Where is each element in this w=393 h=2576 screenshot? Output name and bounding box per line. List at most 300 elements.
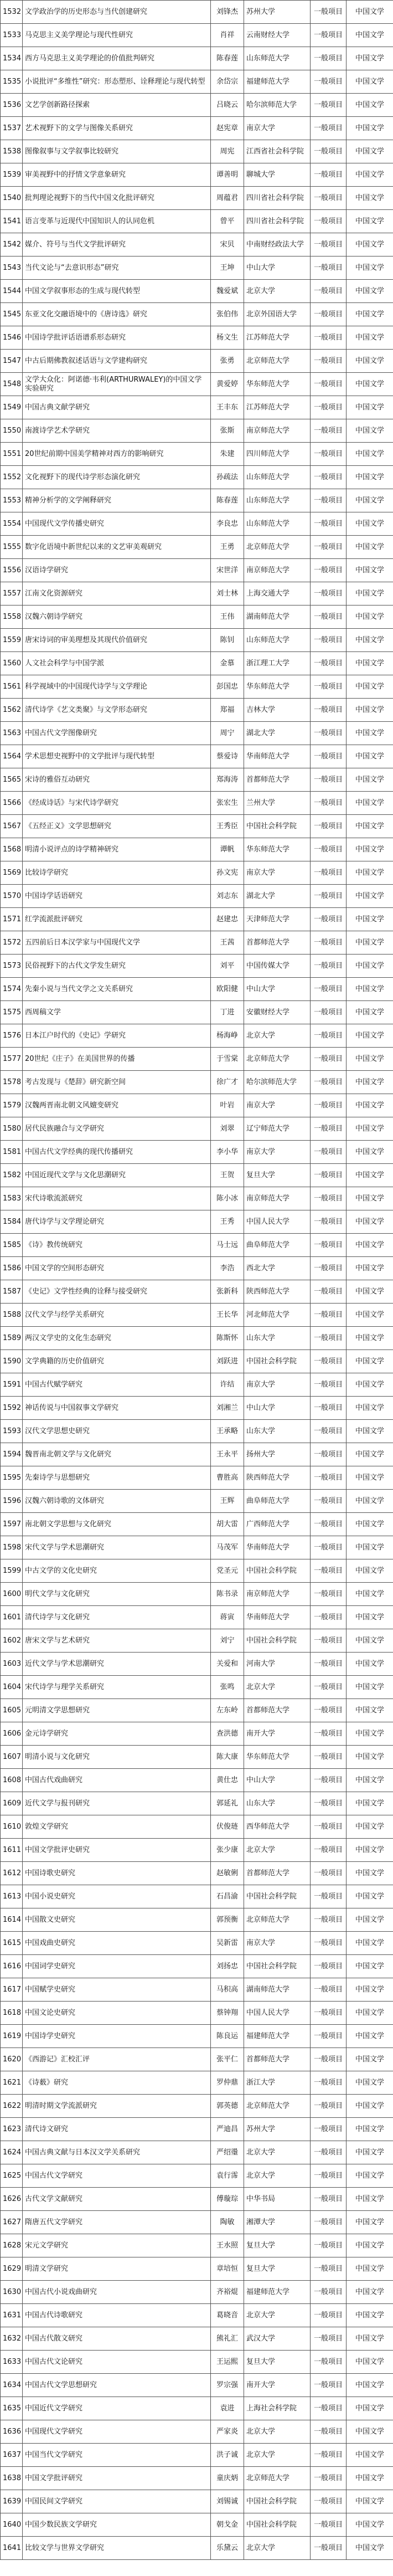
principal-investigator: 吕晓云: [211, 94, 244, 117]
project-category: 一般项目: [311, 2025, 347, 2048]
project-category: 一般项目: [311, 2188, 347, 2211]
table-row: [1, 1001, 393, 1024]
table-row: [1, 2188, 393, 2211]
institution: 湖南师范大学: [244, 605, 311, 629]
discipline: 中国文学: [347, 559, 393, 582]
project-category: 一般项目: [311, 256, 347, 280]
table-row: [1, 2513, 393, 2537]
project-title: 先秦诗学与思想研究: [23, 1466, 211, 1490]
institution: 浙江理工大学: [244, 652, 311, 675]
institution: 复旦大学: [244, 2234, 311, 2257]
institution: 西华师范大学: [244, 1815, 311, 1839]
discipline: 中国文学: [347, 652, 393, 675]
table-row: [1, 1094, 393, 1117]
table-row: [1, 1164, 393, 1187]
row-number: 1638: [1, 2467, 23, 2490]
project-category: 一般项目: [311, 2257, 347, 2281]
institution: 南京师范大学: [244, 419, 311, 443]
discipline: 中国文学: [347, 2071, 393, 2095]
project-category: 一般项目: [311, 2537, 347, 2560]
discipline: 中国文学: [347, 2327, 393, 2351]
institution: 扬州大学: [244, 1443, 311, 1466]
table-row: [1, 1699, 393, 1722]
table-row: [1, 47, 393, 70]
principal-investigator: 严迪昌: [211, 2118, 244, 2141]
table-row: [1, 2048, 393, 2071]
project-title: 宋诗的雅俗互动研究: [23, 768, 211, 792]
principal-investigator: 赵宪章: [211, 117, 244, 140]
table-row: [1, 1559, 393, 1583]
row-number: 1583: [1, 1187, 23, 1210]
project-title: 清代诗文研究: [23, 2118, 211, 2141]
principal-investigator: 曹胜高: [211, 1466, 244, 1490]
institution: 江苏师范大学: [244, 326, 311, 350]
project-title: 隋唐五代文学研究: [23, 2211, 211, 2234]
project-title: 中国小说史研究: [23, 1885, 211, 1908]
institution: 中国社会科学院: [244, 815, 311, 838]
project-title: 魏晋南北朝文学与文化研究: [23, 1443, 211, 1466]
principal-investigator: 肖祥: [211, 24, 244, 47]
principal-investigator: 马士远: [211, 1234, 244, 1257]
principal-investigator: 王辉: [211, 1490, 244, 1513]
project-title: 明清文学研究: [23, 2257, 211, 2281]
discipline: 中国文学: [347, 1094, 393, 1117]
row-number: 1620: [1, 2048, 23, 2071]
institution: 江苏师范大学: [244, 396, 311, 419]
row-number: 1614: [1, 1908, 23, 1932]
project-title: 宋元文学研究: [23, 2234, 211, 2257]
row-number: 1616: [1, 1955, 23, 1978]
table-row: [1, 605, 393, 629]
table-row: [1, 2257, 393, 2281]
table-row: [1, 396, 393, 419]
discipline: 中国文学: [347, 1443, 393, 1466]
table-row: [1, 1792, 393, 1815]
principal-investigator: 张鸣: [211, 1676, 244, 1699]
table-row: [1, 1955, 393, 1978]
table-row: [1, 163, 393, 187]
discipline: 中国文学: [347, 582, 393, 605]
project-title: 20世纪前期中国美学精神对西方的影响研究: [23, 443, 211, 466]
project-category: 一般项目: [311, 2351, 347, 2374]
discipline: 中国文学: [347, 2537, 393, 2560]
project-rows: [1, 1, 393, 2560]
discipline: 中国文学: [347, 745, 393, 768]
institution: 山东师范大学: [244, 512, 311, 536]
project-category: 一般项目: [311, 303, 347, 326]
project-title: 清代诗学《艺文类聚》与文学形态研究: [23, 699, 211, 722]
institution: 山东师范大学: [244, 466, 311, 489]
row-number: 1631: [1, 2304, 23, 2327]
table-row: [1, 1513, 393, 1536]
institution: 陕西师范大学: [244, 1280, 311, 1304]
principal-investigator: 朝戈金: [211, 2513, 244, 2537]
table-row: [1, 2211, 393, 2234]
project-title: 中国古典文献与日本汉文学关系研究: [23, 2141, 211, 2164]
discipline: 中国文学: [347, 2188, 393, 2211]
principal-investigator: 严绍璗: [211, 2141, 244, 2164]
project-category: 一般项目: [311, 2141, 347, 2164]
project-title: 东亚文化交融语境中的《唐诗选》研究: [23, 303, 211, 326]
discipline: 中国文学: [347, 466, 393, 489]
principal-investigator: 张斯: [211, 419, 244, 443]
institution: 北京大学: [244, 1024, 311, 1048]
project-category: 一般项目: [311, 1443, 347, 1466]
institution: 湖南师范大学: [244, 1978, 311, 2002]
row-number: 1625: [1, 2164, 23, 2188]
project-category: 一般项目: [311, 489, 347, 512]
discipline: 中国文学: [347, 1, 393, 24]
project-category: 一般项目: [311, 1653, 347, 1676]
institution: 北京大学: [244, 2444, 311, 2467]
project-title: 中国近代文学研究: [23, 2397, 211, 2420]
project-category: 一般项目: [311, 1908, 347, 1932]
discipline: 中国文学: [347, 815, 393, 838]
row-number: 1556: [1, 559, 23, 582]
principal-investigator: 伏俊琏: [211, 1815, 244, 1839]
row-number: 1572: [1, 931, 23, 955]
institution: 南开大学: [244, 1722, 311, 1746]
discipline: 中国文学: [347, 1932, 393, 1955]
table-row: [1, 350, 393, 373]
institution: 首都师范大学: [244, 1699, 311, 1722]
principal-investigator: 朱建: [211, 443, 244, 466]
discipline: 中国文学: [347, 2281, 393, 2304]
table-row: [1, 117, 393, 140]
discipline: 中国文学: [347, 1420, 393, 1443]
discipline: 中国文学: [347, 2002, 393, 2025]
project-title: 宋代诗歌流派研究: [23, 1187, 211, 1210]
project-title: 《史记》文学性经典的诠释与接受研究: [23, 1280, 211, 1304]
table-row: [1, 1024, 393, 1048]
principal-investigator: 王伟: [211, 605, 244, 629]
institution: 哈尔滨师范大学: [244, 1071, 311, 1094]
project-category: 一般项目: [311, 1769, 347, 1792]
project-title: 批判理论视野下的当代中国文化批评研究: [23, 187, 211, 210]
row-number: 1603: [1, 1653, 23, 1676]
row-number: 1637: [1, 2444, 23, 2467]
institution: 山东师范大学: [244, 629, 311, 652]
project-category: 一般项目: [311, 1164, 347, 1187]
row-number: 1561: [1, 675, 23, 699]
discipline: 中国文学: [347, 1676, 393, 1699]
institution: 南京师范大学: [244, 1583, 311, 1606]
institution: 河南大学: [244, 1653, 311, 1676]
institution: 中山大学: [244, 978, 311, 1001]
row-number: 1589: [1, 1327, 23, 1350]
institution: 浙江大学: [244, 2071, 311, 2095]
project-category: 一般项目: [311, 1280, 347, 1304]
discipline: 中国文学: [347, 163, 393, 187]
project-category: 一般项目: [311, 1234, 347, 1257]
principal-investigator: 郑海涛: [211, 768, 244, 792]
project-category: 一般项目: [311, 978, 347, 1001]
institution: 中国传媒大学: [244, 955, 311, 978]
row-number: 1566: [1, 792, 23, 815]
principal-investigator: 欧阳健: [211, 978, 244, 1001]
table-row: [1, 722, 393, 745]
table-row: [1, 838, 393, 861]
institution: 北京大学: [244, 1676, 311, 1699]
table-row: [1, 256, 393, 280]
row-number: 1588: [1, 1304, 23, 1327]
table-row: [1, 792, 393, 815]
project-category: 一般项目: [311, 1699, 347, 1722]
project-title: 中国古代文学图像研究: [23, 722, 211, 745]
project-category: 一般项目: [311, 1513, 347, 1536]
table-row: [1, 1, 393, 24]
principal-investigator: 张宏生: [211, 792, 244, 815]
row-number: 1581: [1, 1141, 23, 1164]
principal-investigator: 关爱和: [211, 1653, 244, 1676]
institution: 中华书局: [244, 2188, 311, 2211]
project-category: 一般项目: [311, 629, 347, 652]
project-category: 一般项目: [311, 1792, 347, 1815]
table-row: [1, 908, 393, 931]
principal-investigator: 魏爱斌: [211, 280, 244, 303]
row-number: 1607: [1, 1746, 23, 1769]
table-row: [1, 1536, 393, 1559]
project-category: 一般项目: [311, 699, 347, 722]
institution: 北京大学: [244, 2420, 311, 2444]
row-number: 1595: [1, 1466, 23, 1490]
row-number: 1622: [1, 2095, 23, 2118]
principal-investigator: 刘平: [211, 955, 244, 978]
project-title: 中国古代文学经典的现代传播研究: [23, 1141, 211, 1164]
row-number: 1549: [1, 396, 23, 419]
project-title: 精神分析学的文学阐释研究: [23, 489, 211, 512]
table-row: [1, 2164, 393, 2188]
table-row: [1, 1908, 393, 1932]
principal-investigator: 王运熙: [211, 2351, 244, 2374]
project-title: 五四前后日本汉学家与中国现代文学: [23, 931, 211, 955]
institution: 首都师范大学: [244, 768, 311, 792]
institution: 首都师范大学: [244, 1862, 311, 1885]
discipline: 中国文学: [347, 1397, 393, 1420]
project-category: 一般项目: [311, 768, 347, 792]
project-category: 一般项目: [311, 885, 347, 908]
principal-investigator: 童庆炳: [211, 2467, 244, 2490]
institution: 中南财经政法大学: [244, 233, 311, 256]
row-number: 1537: [1, 117, 23, 140]
project-category: 一般项目: [311, 582, 347, 605]
principal-investigator: 傅璇琮: [211, 2188, 244, 2211]
discipline: 中国文学: [347, 885, 393, 908]
project-category: 一般项目: [311, 1583, 347, 1606]
row-number: 1639: [1, 2490, 23, 2513]
row-number: 1628: [1, 2234, 23, 2257]
project-title: 中国文学批评研究: [23, 2467, 211, 2490]
principal-investigator: 刘扬忠: [211, 1955, 244, 1978]
project-title: 中国赋学史研究: [23, 1978, 211, 2002]
project-category: 一般项目: [311, 443, 347, 466]
institution: 中国社会科学院: [244, 2490, 311, 2513]
principal-investigator: 严家炎: [211, 2420, 244, 2444]
institution: 北京大学: [244, 2141, 311, 2164]
project-category: 一般项目: [311, 1048, 347, 1071]
project-title: 金元诗学研究: [23, 1722, 211, 1746]
discipline: 中国文学: [347, 1583, 393, 1606]
row-number: 1542: [1, 233, 23, 256]
table-row: [1, 1746, 393, 1769]
project-title: 《经成诗话》与宋代诗学研究: [23, 792, 211, 815]
discipline: 中国文学: [347, 1024, 393, 1048]
principal-investigator: 刘锡诚: [211, 2490, 244, 2513]
principal-investigator: 罗宗强: [211, 2374, 244, 2397]
principal-investigator: 陈斯怀: [211, 1327, 244, 1350]
institution: 山东师范大学: [244, 489, 311, 512]
principal-investigator: 叶岩: [211, 1094, 244, 1117]
project-category: 一般项目: [311, 1490, 347, 1513]
row-number: 1593: [1, 1420, 23, 1443]
discipline: 中国文学: [347, 722, 393, 745]
row-number: 1554: [1, 512, 23, 536]
discipline: 中国文学: [347, 117, 393, 140]
institution: 南京大学: [244, 1932, 311, 1955]
project-title: 数字化语境中新世纪以来的文艺审美观研究: [23, 536, 211, 559]
discipline: 中国文学: [347, 1722, 393, 1746]
project-title: 中国近现代文学与文化思潮研究: [23, 1164, 211, 1187]
project-category: 一般项目: [311, 2304, 347, 2327]
principal-investigator: 刘志东: [211, 885, 244, 908]
institution: 广西师范大学: [244, 1513, 311, 1536]
project-category: 一般项目: [311, 2164, 347, 2188]
discipline: 中国文学: [347, 1350, 393, 1373]
principal-investigator: 陈春莲: [211, 489, 244, 512]
project-title: 中国古代诗歌研究: [23, 2304, 211, 2327]
table-row: [1, 1280, 393, 1304]
project-title: 明清小说评点的诗学精神研究: [23, 838, 211, 861]
table-row: [1, 1932, 393, 1955]
project-category: 一般项目: [311, 2281, 347, 2304]
project-title: 中国古典文献学研究: [23, 396, 211, 419]
discipline: 中国文学: [347, 419, 393, 443]
institution: 南京师范大学: [244, 559, 311, 582]
row-number: 1550: [1, 419, 23, 443]
row-number: 1541: [1, 210, 23, 233]
table-row: [1, 1304, 393, 1327]
table-row: [1, 2002, 393, 2025]
row-number: 1633: [1, 2351, 23, 2374]
institution: 上海社会科学院: [244, 2397, 311, 2420]
project-title: 中国古代文学研究: [23, 2164, 211, 2188]
principal-investigator: 宋贝: [211, 233, 244, 256]
project-title: 唐宋文学与艺术研究: [23, 1629, 211, 1653]
row-number: 1569: [1, 861, 23, 885]
project-title: 民俗视野下的古代文学发生研究: [23, 955, 211, 978]
row-number: 1543: [1, 256, 23, 280]
principal-investigator: 赵敏俐: [211, 1862, 244, 1885]
table-row: [1, 2420, 393, 2444]
project-category: 一般项目: [311, 1606, 347, 1629]
institution: 北京师范大学: [244, 2095, 311, 2118]
discipline: 中国文学: [347, 1815, 393, 1839]
row-number: 1563: [1, 722, 23, 745]
table-row: [1, 489, 393, 512]
institution: 复旦大学: [244, 1164, 311, 1187]
project-category: 一般项目: [311, 1746, 347, 1769]
discipline: 中国文学: [347, 1466, 393, 1490]
table-row: [1, 1978, 393, 2002]
principal-investigator: 陈春莲: [211, 47, 244, 70]
project-title: 江南文化资源研究: [23, 582, 211, 605]
institution: 云南财经大学: [244, 24, 311, 47]
row-number: 1560: [1, 652, 23, 675]
table-row: [1, 582, 393, 605]
table-row: [1, 233, 393, 256]
row-number: 1582: [1, 1164, 23, 1187]
project-title: 审美视野中的抒情文学意象研究: [23, 163, 211, 187]
project-category: 一般项目: [311, 815, 347, 838]
row-number: 1540: [1, 187, 23, 210]
principal-investigator: 党圣元: [211, 1559, 244, 1583]
project-title: 中国诗学批评话语谱系形态研究: [23, 326, 211, 350]
discipline: 中国文学: [347, 2513, 393, 2537]
project-title: 《西游记》汇校汇评: [23, 2048, 211, 2071]
discipline: 中国文学: [347, 838, 393, 861]
discipline: 中国文学: [347, 1117, 393, 1141]
project-title: 汉魏六朝诗歌的文体研究: [23, 1490, 211, 1513]
discipline: 中国文学: [347, 1164, 393, 1187]
table-row: [1, 303, 393, 326]
institution: 福建师范大学: [244, 2025, 311, 2048]
institution: 南京大学: [244, 117, 311, 140]
discipline: 中国文学: [347, 2304, 393, 2327]
institution: 南京大学: [244, 1373, 311, 1397]
row-number: 1577: [1, 1048, 23, 1071]
discipline: 中国文学: [347, 2351, 393, 2374]
table-row: [1, 512, 393, 536]
discipline: 中国文学: [347, 350, 393, 373]
row-number: 1532: [1, 1, 23, 24]
principal-investigator: 刘湘兰: [211, 1397, 244, 1420]
project-title: 中国诗歌史研究: [23, 1862, 211, 1885]
table-row: [1, 2327, 393, 2351]
institution: 北京师范大学: [244, 2467, 311, 2490]
discipline: 中国文学: [347, 1653, 393, 1676]
project-title: 中国当代文学研究: [23, 2444, 211, 2467]
table-row: [1, 536, 393, 559]
principal-investigator: 齐裕焜: [211, 2281, 244, 2304]
project-category: 一般项目: [311, 1815, 347, 1839]
project-category: 一般项目: [311, 1885, 347, 1908]
institution: 南京大学: [244, 861, 311, 885]
discipline: 中国文学: [347, 1187, 393, 1210]
discipline: 中国文学: [347, 187, 393, 210]
project-title: 比较诗学研究: [23, 861, 211, 885]
discipline: 中国文学: [347, 1699, 393, 1722]
principal-investigator: 王秀: [211, 1210, 244, 1234]
table-row: [1, 629, 393, 652]
table-row: [1, 1048, 393, 1071]
institution: 安徽财经大学: [244, 1001, 311, 1024]
project-title: 神话传说与中国叙事文学研究: [23, 1397, 211, 1420]
principal-investigator: 陶敏: [211, 2211, 244, 2234]
discipline: 中国文学: [347, 1769, 393, 1792]
row-number: 1584: [1, 1210, 23, 1234]
table-row: [1, 2304, 393, 2327]
row-number: 1612: [1, 1862, 23, 1885]
principal-investigator: 徐广才: [211, 1071, 244, 1094]
institution: 苏州大学: [244, 2118, 311, 2141]
project-category: 一般项目: [311, 2490, 347, 2513]
principal-investigator: 陈小冰: [211, 1187, 244, 1210]
row-number: 1594: [1, 1443, 23, 1466]
discipline: 中国文学: [347, 1559, 393, 1583]
table-row: [1, 140, 393, 163]
row-number: 1579: [1, 1094, 23, 1117]
institution: 北京师范大学: [244, 536, 311, 559]
